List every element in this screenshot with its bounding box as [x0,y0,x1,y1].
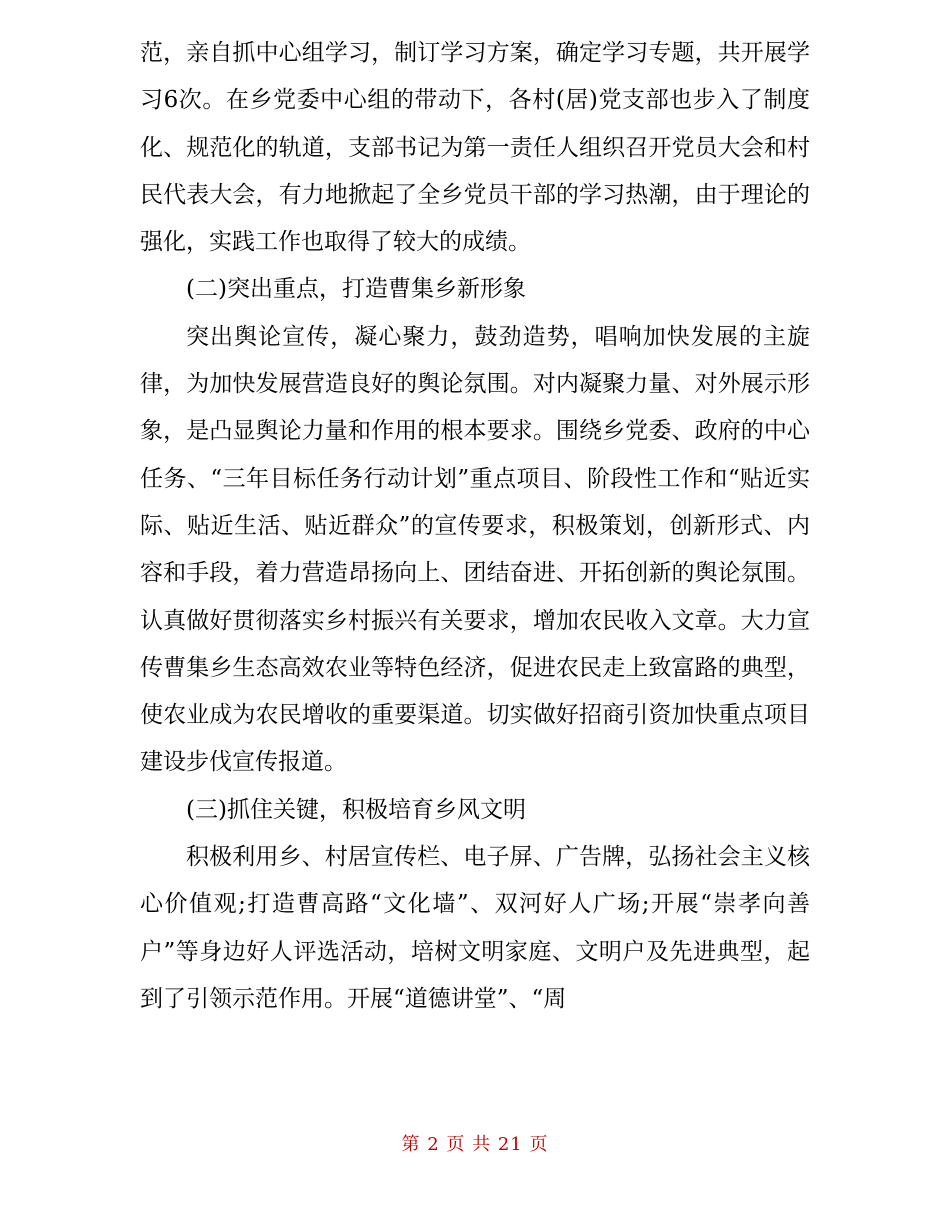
page-footer: 第 2 页 共 21 页 [401,1134,549,1155]
paragraph-civilization: 积极利用乡、村居宣传栏、电子屏、广告牌，弘扬社会主义核心价值观;打造曹高路“文化墙”、双河好人广场;开展“崇孝向善户”等身边好人评选活动，培树文明家庭、文明户及先进典型，起到了引领示范作用。开展“道德讲堂”、“周 [140,844,810,1012]
paragraph-continuation: 范，亲自抓中心组学习，制订学习方案，确定学习专题，共开展学习6次。在乡党委中心组的带动下，各村(居)党支部也步入了制度化、规范化的轨道，支部书记为第一责任人组织召开党员大会和村民代表大会，有力地掀起了全乡党员干部的学习热潮，由于理论的强化，实践工作也取得了较大的成绩。 [140,40,810,256]
section-heading-3: (三)抓住关键，积极培育乡风文明 [186,796,526,823]
paragraph-public-opinion: 突出舆论宣传，凝心聚力，鼓劲造势，唱响加快发展的主旋律，为加快发展营造良好的舆论氛围。对内凝聚力量、对外展示形象，是凸显舆论力量和作用的根本要求。围绕乡党委、政府的中心任务、“三年目标任务行动计划”重点项目、阶段性工作和“贴近实际、贴近生活、贴近群众”的宣传要求，积极策划，创新形式、内容和手段，着力营造昂扬向上、团结奋进、开拓创新的舆论氛围。认真做好贯彻落实乡村振兴有关要求，增加农民收入文章。大力宣传曹集乡生态高效农业等特色经济，促进农民走上致富路的典型，使农业成为农民增收的重要渠道。切实做好招商引资加快重点项目建设步伐宣传报道。 [140,323,810,776]
document-body [140,30,810,1023]
section-heading-2: (二)突出重点，打造曹集乡新形象 [186,276,526,303]
